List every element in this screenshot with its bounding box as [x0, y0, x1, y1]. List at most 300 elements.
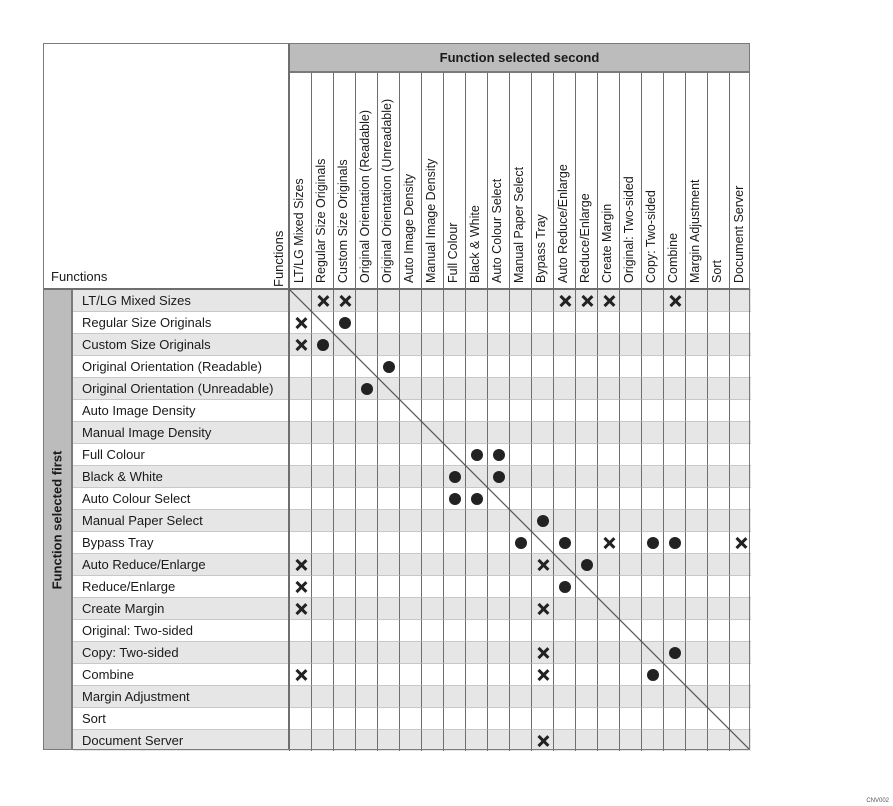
matrix-cell	[443, 597, 465, 619]
matrix-cell	[333, 575, 355, 597]
row-label: Regular Size Originals	[73, 311, 289, 333]
cross-mark-icon	[581, 295, 593, 307]
cross-mark-icon	[537, 603, 549, 615]
matrix-cell	[663, 355, 685, 377]
matrix-cell	[707, 355, 729, 377]
matrix-cell	[399, 289, 421, 311]
row-label: Margin Adjustment	[73, 685, 289, 707]
matrix-cell	[333, 377, 355, 399]
dot-mark-icon	[581, 559, 593, 571]
dot-mark-icon	[383, 361, 395, 373]
dot-mark-icon	[471, 449, 483, 461]
column-header	[443, 73, 465, 289]
matrix-cell	[421, 509, 443, 531]
matrix-cell	[289, 641, 311, 663]
column-header	[729, 73, 751, 289]
matrix-cell	[333, 487, 355, 509]
matrix-cell	[487, 289, 509, 311]
matrix-cell	[685, 575, 707, 597]
dot-mark-icon	[515, 537, 527, 549]
matrix-cell	[443, 707, 465, 729]
matrix-cell	[663, 421, 685, 443]
matrix-cell	[575, 641, 597, 663]
column-header-label: Original Orientation (Unreadable)	[380, 98, 394, 283]
matrix-cell	[685, 663, 707, 685]
matrix-cell	[289, 355, 311, 377]
header-title: Function selected second	[439, 49, 600, 65]
dot-mark-icon	[317, 339, 329, 351]
matrix-cell	[509, 597, 531, 619]
matrix-cell	[575, 333, 597, 355]
matrix-cell	[663, 663, 685, 685]
matrix-cell	[399, 685, 421, 707]
matrix-cell	[443, 311, 465, 333]
matrix-cell	[619, 663, 641, 685]
compatibility-matrix	[43, 43, 750, 750]
matrix-cell	[575, 311, 597, 333]
column-header	[575, 73, 597, 289]
matrix-cell	[509, 421, 531, 443]
matrix-cell	[355, 597, 377, 619]
matrix-cell	[355, 355, 377, 377]
matrix-cell	[421, 465, 443, 487]
matrix-cell	[377, 641, 399, 663]
dot-mark-icon	[669, 647, 681, 659]
matrix-cell	[421, 377, 443, 399]
matrix-cell	[663, 399, 685, 421]
matrix-cell	[289, 619, 311, 641]
column-header	[487, 73, 509, 289]
column-header	[531, 73, 553, 289]
matrix-cell	[377, 685, 399, 707]
matrix-cell	[333, 443, 355, 465]
column-header	[399, 73, 421, 289]
dot-mark-icon	[669, 537, 681, 549]
matrix-cell	[509, 465, 531, 487]
matrix-cell	[553, 487, 575, 509]
matrix-cell	[311, 487, 333, 509]
matrix-cell	[553, 377, 575, 399]
matrix-cell	[487, 663, 509, 685]
matrix-cell	[289, 377, 311, 399]
row-label: Document Server	[73, 729, 289, 751]
matrix-cell	[487, 707, 509, 729]
cross-mark-icon	[537, 559, 549, 571]
matrix-cell	[399, 487, 421, 509]
matrix-cell	[311, 333, 333, 355]
matrix-cell	[707, 333, 729, 355]
matrix-cell	[619, 311, 641, 333]
matrix-cell	[443, 619, 465, 641]
column-header	[641, 73, 663, 289]
matrix-cell	[509, 399, 531, 421]
matrix-cell	[333, 619, 355, 641]
matrix-cell	[575, 663, 597, 685]
matrix-cell	[465, 575, 487, 597]
matrix-cell	[707, 729, 729, 751]
matrix-cell	[421, 399, 443, 421]
matrix-cell	[355, 399, 377, 421]
matrix-cell	[443, 641, 465, 663]
matrix-cell	[487, 311, 509, 333]
column-header	[333, 73, 355, 289]
column-header-label: Auto Reduce/Enlarge	[556, 164, 570, 283]
matrix-cell	[421, 641, 443, 663]
matrix-cell	[509, 663, 531, 685]
matrix-cell	[641, 685, 663, 707]
matrix-cell	[311, 399, 333, 421]
matrix-cell	[465, 333, 487, 355]
matrix-cell	[729, 575, 751, 597]
matrix-cell	[597, 575, 619, 597]
matrix-cell	[399, 421, 421, 443]
matrix-cell	[289, 729, 311, 751]
matrix-cell	[663, 575, 685, 597]
matrix-cell	[355, 377, 377, 399]
matrix-cell	[289, 421, 311, 443]
cross-mark-icon	[295, 581, 307, 593]
column-header-label: Custom Size Originals	[336, 159, 350, 283]
matrix-cell	[729, 685, 751, 707]
matrix-cell	[729, 443, 751, 465]
matrix-cell	[729, 509, 751, 531]
matrix-cell	[399, 443, 421, 465]
matrix-cell	[707, 597, 729, 619]
row-label: Original Orientation (Readable)	[73, 355, 289, 377]
column-header	[465, 73, 487, 289]
matrix-cell	[729, 553, 751, 575]
matrix-cell	[443, 289, 465, 311]
dot-mark-icon	[493, 449, 505, 461]
matrix-cell	[443, 729, 465, 751]
column-header-label: Original: Two-sided	[622, 176, 636, 283]
matrix-cell	[663, 619, 685, 641]
matrix-cell	[311, 729, 333, 751]
column-header-label: Create Margin	[600, 203, 614, 283]
matrix-cell	[685, 531, 707, 553]
matrix-cell	[421, 707, 443, 729]
column-header	[289, 73, 311, 289]
matrix-cell	[685, 641, 707, 663]
matrix-cell	[619, 355, 641, 377]
matrix-cell	[377, 311, 399, 333]
matrix-cell	[355, 729, 377, 751]
matrix-cell	[377, 487, 399, 509]
matrix-cell	[509, 377, 531, 399]
matrix-cell	[487, 597, 509, 619]
column-header	[663, 73, 685, 289]
matrix-cell	[421, 729, 443, 751]
matrix-cell	[509, 443, 531, 465]
matrix-cell	[355, 663, 377, 685]
cross-mark-icon	[295, 559, 307, 571]
matrix-cell	[619, 685, 641, 707]
matrix-cell	[377, 663, 399, 685]
column-header	[597, 73, 619, 289]
matrix-cell	[487, 531, 509, 553]
matrix-cell	[465, 355, 487, 377]
matrix-cell	[333, 685, 355, 707]
matrix-cell	[575, 575, 597, 597]
matrix-cell	[399, 355, 421, 377]
matrix-cell	[333, 729, 355, 751]
matrix-cell	[619, 553, 641, 575]
matrix-cell	[685, 421, 707, 443]
matrix-cell	[311, 707, 333, 729]
cross-mark-icon	[537, 669, 549, 681]
matrix-cell	[443, 377, 465, 399]
matrix-cell	[641, 399, 663, 421]
matrix-cell	[399, 399, 421, 421]
matrix-cell	[311, 465, 333, 487]
column-header	[311, 73, 333, 289]
divider-vertical	[288, 43, 290, 750]
matrix-cell	[289, 487, 311, 509]
matrix-cell	[685, 355, 707, 377]
matrix-cell	[377, 509, 399, 531]
matrix-cell	[663, 641, 685, 663]
matrix-cell	[729, 399, 751, 421]
matrix-cell	[597, 685, 619, 707]
matrix-cell	[597, 421, 619, 443]
column-header	[377, 73, 399, 289]
matrix-cell	[663, 597, 685, 619]
matrix-cell	[311, 355, 333, 377]
matrix-cell	[289, 289, 311, 311]
matrix-cell	[597, 355, 619, 377]
matrix-cell	[311, 663, 333, 685]
matrix-cell	[707, 685, 729, 707]
matrix-cell	[333, 531, 355, 553]
matrix-cell	[641, 707, 663, 729]
cross-mark-icon	[669, 295, 681, 307]
matrix-cell	[685, 443, 707, 465]
matrix-cell	[311, 421, 333, 443]
matrix-cell	[377, 531, 399, 553]
matrix-cell	[487, 421, 509, 443]
matrix-cell	[575, 597, 597, 619]
matrix-cell	[597, 377, 619, 399]
matrix-cell	[487, 729, 509, 751]
matrix-cell	[377, 553, 399, 575]
matrix-cell	[355, 289, 377, 311]
matrix-cell	[465, 311, 487, 333]
matrix-cell	[619, 421, 641, 443]
matrix-cell	[575, 509, 597, 531]
matrix-cell	[729, 707, 751, 729]
row-label: Auto Reduce/Enlarge	[73, 553, 289, 575]
matrix-cell	[333, 663, 355, 685]
matrix-cell	[641, 619, 663, 641]
matrix-cell	[377, 399, 399, 421]
column-header	[619, 73, 641, 289]
matrix-cell	[443, 443, 465, 465]
cross-mark-icon	[295, 339, 307, 351]
matrix-cell	[487, 333, 509, 355]
matrix-cell	[575, 355, 597, 377]
matrix-cell	[487, 641, 509, 663]
matrix-cell	[465, 553, 487, 575]
matrix-cell	[465, 289, 487, 311]
corner-col-header-wrap	[269, 207, 289, 287]
matrix-cell	[641, 553, 663, 575]
matrix-cell	[465, 685, 487, 707]
matrix-cell	[553, 641, 575, 663]
matrix-cell	[553, 421, 575, 443]
matrix-cell	[465, 707, 487, 729]
matrix-cell	[553, 509, 575, 531]
matrix-cell	[663, 707, 685, 729]
matrix-cell	[685, 685, 707, 707]
matrix-cell	[333, 707, 355, 729]
matrix-cell	[619, 333, 641, 355]
matrix-cell	[663, 333, 685, 355]
matrix-cell	[663, 465, 685, 487]
matrix-cell	[311, 575, 333, 597]
column-header-label: Regular Size Originals	[314, 158, 328, 283]
matrix-cell	[619, 443, 641, 465]
column-header-label: Black & White	[468, 205, 482, 283]
matrix-cell	[509, 729, 531, 751]
matrix-cell	[553, 399, 575, 421]
matrix-cell	[531, 685, 553, 707]
matrix-cell	[553, 443, 575, 465]
matrix-cell	[289, 553, 311, 575]
matrix-cell	[729, 311, 751, 333]
matrix-cell	[553, 531, 575, 553]
matrix-cell	[487, 553, 509, 575]
matrix-cell	[597, 597, 619, 619]
matrix-cell	[553, 619, 575, 641]
matrix-cell	[443, 575, 465, 597]
matrix-cell	[355, 443, 377, 465]
dot-mark-icon	[361, 383, 373, 395]
matrix-cell	[311, 443, 333, 465]
matrix-cell	[597, 443, 619, 465]
matrix-cell	[509, 289, 531, 311]
matrix-cell	[333, 399, 355, 421]
matrix-cell	[421, 421, 443, 443]
matrix-cell	[421, 289, 443, 311]
matrix-cell	[641, 443, 663, 465]
matrix-cell	[443, 685, 465, 707]
matrix-cell	[685, 333, 707, 355]
matrix-cell	[421, 355, 443, 377]
matrix-cell	[663, 729, 685, 751]
matrix-cell	[289, 707, 311, 729]
matrix-cell	[333, 597, 355, 619]
matrix-cell	[465, 443, 487, 465]
matrix-cell	[553, 729, 575, 751]
column-header	[685, 73, 707, 289]
matrix-cell	[399, 333, 421, 355]
matrix-cell	[685, 597, 707, 619]
row-label: Custom Size Originals	[73, 333, 289, 355]
column-header-label: Reduce/Enlarge	[578, 193, 592, 283]
matrix-cell	[289, 685, 311, 707]
matrix-cell	[399, 729, 421, 751]
row-label: Bypass Tray	[73, 531, 289, 553]
matrix-cell	[641, 421, 663, 443]
row-label: Black & White	[73, 465, 289, 487]
matrix-cell	[531, 707, 553, 729]
matrix-cell	[465, 619, 487, 641]
matrix-cell	[421, 575, 443, 597]
matrix-cell	[377, 707, 399, 729]
matrix-cell	[377, 355, 399, 377]
matrix-cell	[399, 597, 421, 619]
matrix-cell	[355, 619, 377, 641]
matrix-cell	[663, 509, 685, 531]
matrix-cell	[333, 641, 355, 663]
figure-code: CNV002	[866, 798, 889, 804]
matrix-cell	[333, 333, 355, 355]
matrix-cell	[487, 399, 509, 421]
row-label: Auto Image Density	[73, 399, 289, 421]
matrix-cell	[575, 377, 597, 399]
matrix-cell	[575, 399, 597, 421]
matrix-cell	[509, 553, 531, 575]
matrix-cell	[421, 685, 443, 707]
matrix-cell	[619, 641, 641, 663]
matrix-cell	[575, 443, 597, 465]
row-label: Original Orientation (Unreadable)	[73, 377, 289, 399]
matrix-cell	[707, 377, 729, 399]
matrix-cell	[531, 641, 553, 663]
column-header	[421, 73, 443, 289]
matrix-cell	[729, 377, 751, 399]
cross-mark-icon	[603, 295, 615, 307]
matrix-cell	[465, 421, 487, 443]
row-label: Create Margin	[73, 597, 289, 619]
matrix-cell	[509, 531, 531, 553]
matrix-cell	[531, 729, 553, 751]
matrix-cell	[443, 509, 465, 531]
matrix-cell	[355, 421, 377, 443]
matrix-cell	[311, 531, 333, 553]
matrix-cell	[575, 465, 597, 487]
matrix-cell	[553, 597, 575, 619]
matrix-cell	[707, 509, 729, 531]
matrix-cell	[465, 641, 487, 663]
matrix-cell	[443, 663, 465, 685]
dot-mark-icon	[449, 493, 461, 505]
matrix-cell	[707, 465, 729, 487]
matrix-cell	[465, 465, 487, 487]
matrix-cell	[685, 707, 707, 729]
matrix-cell	[399, 707, 421, 729]
matrix-cell	[377, 289, 399, 311]
matrix-cell	[487, 465, 509, 487]
matrix-cell	[289, 443, 311, 465]
matrix-cell	[619, 707, 641, 729]
corner-col-header: Functions	[271, 230, 286, 287]
matrix-cell	[289, 597, 311, 619]
matrix-cell	[421, 487, 443, 509]
matrix-cell	[641, 597, 663, 619]
matrix-cell	[399, 663, 421, 685]
matrix-cell	[531, 619, 553, 641]
matrix-cell	[729, 355, 751, 377]
matrix-cell	[421, 311, 443, 333]
matrix-cell	[355, 311, 377, 333]
matrix-cell	[399, 465, 421, 487]
matrix-cell	[575, 421, 597, 443]
matrix-cell	[465, 663, 487, 685]
matrix-cell	[509, 333, 531, 355]
matrix-cell	[421, 553, 443, 575]
matrix-cell	[355, 487, 377, 509]
